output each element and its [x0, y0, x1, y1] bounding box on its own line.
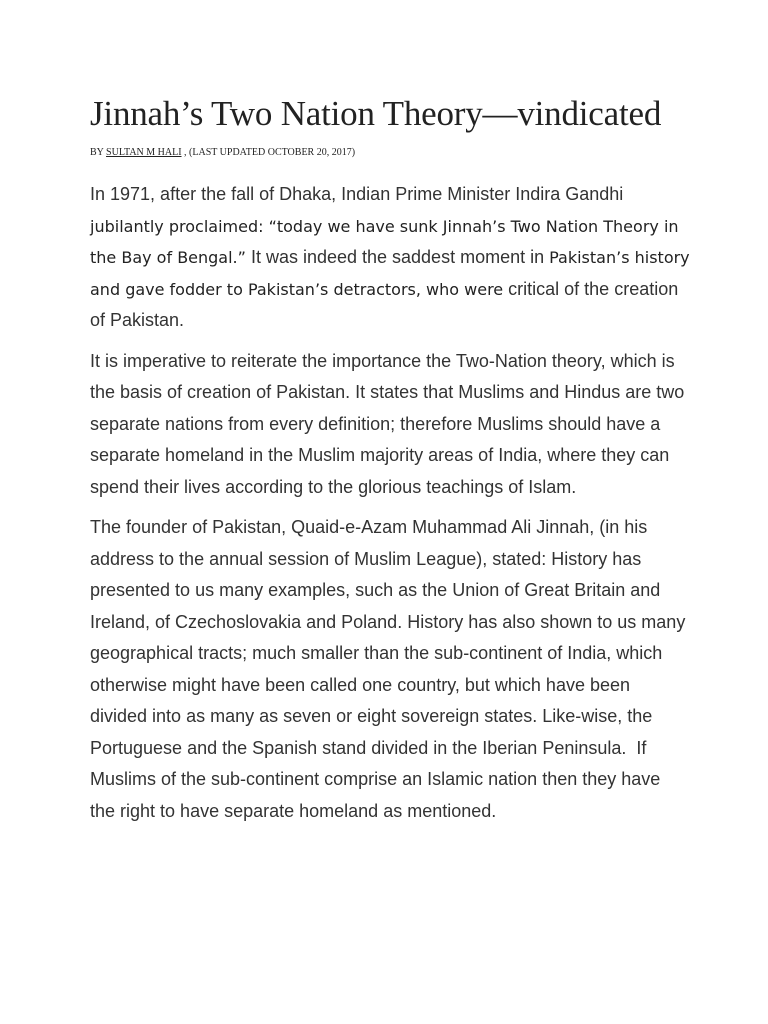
article — [90, 92, 690, 836]
paragraph-1 — [90, 179, 690, 337]
para1-quote: jubilantly proclaimed: “today we have sunk Jinnah’s Two Nation Theory in the Bay of Bengal.” — [90, 216, 679, 267]
byline — [90, 146, 690, 160]
para1-text-3: critical of the creation of Pakistan. — [90, 278, 679, 330]
article-title: Jinnah’s Two Nation Theory—vindicated — [90, 94, 662, 133]
para1-emphasis: Pakistan’s history and gave fodder to Pakistan’s detractors, who were — [90, 248, 690, 299]
para3-text: The founder of Pakistan, Quaid-e-Azam Muhammad Ali Jinnah, (in his address to the annual session of Muslim League), stated: History has presented to us many examples, such as the Union of Great Britain and Ireland, of Czechoslovakia and Poland. History has also shown to us many geographical tracts; much smaller than the sub-continent of India, which otherwise might have been called one country, but which have been divided into as many as seven or eight sovereign states. Like-wise, the Portuguese and the Spanish stand divided in the Iberian Peninsula. If Muslims of the sub-continent comprise an Islamic nation then they have the right to have separate homeland as mentioned. — [90, 517, 686, 821]
paragraph-3 — [90, 512, 690, 827]
paragraph-2 — [90, 346, 690, 504]
author-link[interactable]: SULTAN M HALI — [106, 147, 182, 158]
byline-date: , (LAST UPDATED OCTOBER 20, 2017) — [181, 147, 356, 158]
byline-prefix: BY — [90, 147, 107, 158]
para1-text-1: In 1971, after the fall of Dhaka, Indian Prime Minister Indira Gandhi — [90, 184, 624, 204]
para2-text: It is imperative to reiterate the importance the Two-Nation theory, which is the basis of creation of Pakistan. It states that Muslims and Hindus are two separate nations from every definition; therefore Muslims should have a separate homeland in the Muslim majority areas of India, where they can spend their lives according to the glorious teachings of Islam. — [90, 350, 685, 497]
article-body — [90, 179, 690, 827]
para1-text-2: It was indeed the saddest moment in — [245, 247, 550, 267]
